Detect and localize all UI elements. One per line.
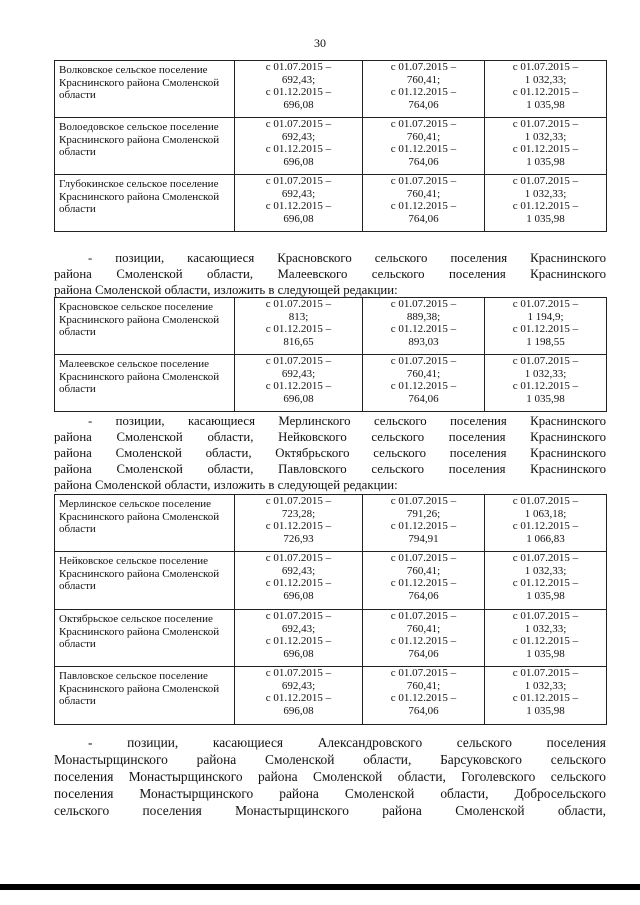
tariff-line: 760,41;: [406, 679, 441, 692]
tariff-line: с 01.07.2015 –: [265, 175, 332, 187]
tariff-line: с 01.07.2015 –: [390, 118, 457, 130]
tariff-line: 696,08: [283, 589, 314, 602]
word: района: [279, 786, 319, 801]
tariff-line: 1 032,33;: [524, 73, 567, 86]
tariff-cell-col3: [485, 298, 607, 355]
tariff-line: с 01.12.2015 –: [390, 143, 457, 155]
tariff-cell-col2: [363, 667, 485, 725]
paragraph-line: - позиции, касающиеся Красновского сельского поселения Краснинского: [88, 251, 606, 265]
word: Добросельского: [514, 786, 606, 801]
tariff-line: 760,41;: [406, 130, 441, 143]
tariff-cell-col1: [235, 667, 363, 725]
tariff-line: 1 035,98: [526, 704, 565, 717]
tariff-line: 1 032,33;: [524, 564, 567, 577]
tariff-line: 1 032,33;: [524, 187, 567, 200]
word: поселения: [54, 786, 114, 801]
tariff-line: с 01.12.2015 –: [390, 635, 457, 647]
tariff-cell-col3: [485, 495, 607, 552]
tariff-line: с 01.12.2015 –: [390, 200, 457, 212]
tariff-cell-col1: [235, 175, 363, 232]
table-row: [55, 355, 607, 412]
tariff-line: 696,08: [283, 704, 314, 717]
table-row: [55, 667, 607, 725]
tariff-cell-col1: [235, 552, 363, 610]
tariff-line: с 01.12.2015 –: [265, 520, 332, 532]
tariff-line: 692,43;: [281, 367, 316, 380]
tariff-cell-col1: [235, 495, 363, 552]
tariff-cell-col3: [485, 118, 607, 175]
paragraph-line: района Смоленской области, Павловского сельского поселения Краснинского: [54, 462, 606, 476]
tariff-line: 764,06: [408, 647, 439, 660]
tariff-line: с 01.07.2015 –: [390, 495, 457, 507]
word: Смоленской: [344, 786, 415, 801]
table-row: [55, 298, 607, 355]
tariff-line: 1 035,98: [526, 647, 565, 660]
tariff-line: 1 032,33;: [524, 367, 567, 380]
tariff-line: с 01.12.2015 –: [265, 692, 332, 704]
tariff-line: 1 035,98: [526, 589, 565, 602]
tariff-line: 1 035,98: [526, 212, 565, 225]
paragraph-line: района Смоленской области, Октябрьского сельского поселения Краснинского: [54, 446, 606, 460]
tariff-cell-col3: [485, 355, 607, 412]
word: области,: [440, 786, 489, 801]
tariff-line: с 01.12.2015 –: [265, 86, 332, 98]
settlement-name: Нейковское сельское поселение Краснинского района Смоленской области: [55, 552, 235, 610]
word: позиции,: [127, 735, 179, 750]
tariff-line: с 01.07.2015 –: [512, 552, 579, 564]
tariff-line: с 01.07.2015 –: [390, 552, 457, 564]
tariff-line: с 01.12.2015 –: [265, 635, 332, 647]
word: области,: [397, 769, 446, 784]
settlement-name: Красновское сельское поселение Краснинского района Смоленской области: [55, 298, 235, 355]
tariff-line: 692,43;: [281, 130, 316, 143]
word: поселения: [142, 803, 202, 818]
tariff-cell-col2: [363, 355, 485, 412]
tariff-line: с 01.12.2015 –: [512, 380, 579, 392]
tariff-line: с 01.12.2015 –: [512, 577, 579, 589]
tariff-line: с 01.07.2015 –: [512, 61, 579, 73]
tariff-line: с 01.07.2015 –: [390, 175, 457, 187]
word: -: [88, 735, 93, 750]
tariff-line: с 01.07.2015 –: [265, 610, 332, 622]
tariff-cell-col2: [363, 61, 485, 118]
word: района: [382, 803, 422, 818]
tariff-line: 764,06: [408, 392, 439, 405]
tariff-line: с 01.07.2015 –: [390, 355, 457, 367]
tariff-line: 692,43;: [281, 679, 316, 692]
word: области,: [557, 803, 606, 818]
tariff-line: с 01.12.2015 –: [512, 86, 579, 98]
paragraph-line: - позиции, касающиеся Мерлинского сельского поселения Краснинского: [88, 414, 606, 428]
settlement-name: Волоедовское сельское поселение Краснинского района Смоленской области: [55, 118, 235, 175]
page-number: 30: [314, 36, 326, 50]
tariff-line: 760,41;: [406, 187, 441, 200]
paragraph-line: [54, 751, 606, 768]
table-row: [55, 61, 607, 118]
tariff-line: с 01.07.2015 –: [265, 355, 332, 367]
word: района: [196, 752, 237, 767]
tariff-line: с 01.07.2015 –: [265, 298, 332, 310]
tariff-cell-col3: [485, 610, 607, 667]
tariff-line: с 01.07.2015 –: [512, 355, 579, 367]
tariff-line: с 01.07.2015 –: [265, 667, 332, 679]
tariff-cell-col2: [363, 552, 485, 610]
word: касающиеся: [212, 735, 284, 750]
tariff-line: с 01.12.2015 –: [390, 323, 457, 335]
tariff-line: 1 198,55: [526, 335, 565, 348]
tariff-line: 764,06: [408, 704, 439, 717]
tariff-line: с 01.07.2015 –: [390, 298, 457, 310]
tariff-cell-col1: [235, 118, 363, 175]
tariff-cell-col3: [485, 61, 607, 118]
settlement-name: Волковское сельское поселение Краснинского района Смоленской области: [55, 61, 235, 118]
tariff-line: 794,91: [408, 532, 439, 545]
tariff-line: 1 032,33;: [524, 679, 567, 692]
tariff-line: 1 035,98: [526, 98, 565, 111]
tariff-line: с 01.12.2015 –: [265, 323, 332, 335]
table-row: [55, 495, 607, 552]
tariff-line: 813;: [288, 310, 309, 323]
tariff-line: 692,43;: [281, 187, 316, 200]
tariff-cell-col3: [485, 552, 607, 610]
word: Гоголевского: [461, 769, 536, 784]
tariff-cell-col1: [235, 298, 363, 355]
word: сельского: [456, 735, 512, 750]
word: Монастырщинского: [128, 769, 243, 784]
paragraph-line: [54, 802, 606, 819]
tariff-cell-col2: [363, 298, 485, 355]
tariff-line: с 01.07.2015 –: [512, 667, 579, 679]
tariff-line: с 01.07.2015 –: [512, 610, 579, 622]
tariff-cell-col2: [363, 175, 485, 232]
tariff-line: с 01.12.2015 –: [390, 692, 457, 704]
tariff-line: с 01.12.2015 –: [265, 380, 332, 392]
tariff-line: 1 032,33;: [524, 130, 567, 143]
tariff-line: 692,43;: [281, 564, 316, 577]
tariff-line: с 01.12.2015 –: [265, 200, 332, 212]
tariff-line: 760,41;: [406, 73, 441, 86]
tariff-line: с 01.07.2015 –: [265, 495, 332, 507]
word: поселения: [54, 769, 114, 784]
settlement-name: Павловское сельское поселение Краснинского района Смоленской области: [55, 667, 235, 725]
tariff-line: с 01.12.2015 –: [512, 520, 579, 532]
tariff-cell-col3: [485, 175, 607, 232]
tariff-line: с 01.07.2015 –: [265, 61, 332, 73]
settlement-name: Глубокинское сельское поселение Краснинского района Смоленской области: [55, 175, 235, 232]
settlement-name: Малеевское сельское поселение Краснинского района Смоленской области: [55, 355, 235, 412]
tariff-line: 696,08: [283, 647, 314, 660]
paragraph-line: [54, 734, 606, 751]
tariff-line: 692,43;: [281, 73, 316, 86]
paragraph-krasnovskoe: [54, 250, 606, 298]
settlement-name: Мерлинское сельское поселение Краснинского района Смоленской области: [55, 495, 235, 552]
word: Александровского: [317, 735, 423, 750]
tariff-line: 1 032,33;: [524, 622, 567, 635]
word: области,: [363, 752, 412, 767]
tariff-cell-col2: [363, 610, 485, 667]
tariff-line: с 01.07.2015 –: [265, 118, 332, 130]
word: Смоленской: [455, 803, 525, 818]
tariff-line: с 01.12.2015 –: [390, 577, 457, 589]
tariff-line: с 01.12.2015 –: [390, 86, 457, 98]
tariff-line: с 01.07.2015 –: [512, 175, 579, 187]
word: Смоленской: [313, 769, 383, 784]
tariff-line: с 01.07.2015 –: [390, 667, 457, 679]
word: Смоленской: [265, 752, 335, 767]
paragraph-line: района Смоленской области, изложить в следующей редакции:: [54, 478, 398, 492]
tariff-line: 816,65: [283, 335, 314, 348]
tariff-line: 764,06: [408, 589, 439, 602]
table-row: [55, 118, 607, 175]
word: поселения: [546, 735, 606, 750]
tariff-line: с 01.12.2015 –: [390, 380, 457, 392]
tariff-cell-col1: [235, 610, 363, 667]
tariff-cell-col1: [235, 355, 363, 412]
tariff-line: с 01.12.2015 –: [512, 143, 579, 155]
tariff-line: с 01.07.2015 –: [512, 118, 579, 130]
tariff-line: 791,26;: [406, 507, 441, 520]
tariff-line: 726,93: [283, 532, 314, 545]
tariff-table-1: [54, 60, 607, 232]
word: района: [257, 769, 298, 784]
tariff-line: с 01.07.2015 –: [265, 552, 332, 564]
paragraph-monastyrshchinskoe: [54, 734, 606, 819]
tariff-line: 760,41;: [406, 367, 441, 380]
paragraph-line: района Смоленской области, Нейковского сельского поселения Краснинского: [54, 430, 606, 444]
tariff-line: 723,28;: [281, 507, 316, 520]
tariff-line: 1 063,18;: [524, 507, 567, 520]
paragraph-line: района Смоленской области, Малеевского сельского поселения Краснинского: [54, 267, 606, 281]
tariff-line: 1 035,98: [526, 155, 565, 168]
word: сельского: [550, 769, 606, 784]
tariff-line: 1 194,9;: [527, 310, 564, 323]
tariff-line: с 01.12.2015 –: [265, 143, 332, 155]
tariff-cell-col2: [363, 495, 485, 552]
tariff-cell-col1: [235, 61, 363, 118]
tariff-line: 1 035,98: [526, 392, 565, 405]
tariff-line: 696,08: [283, 212, 314, 225]
tariff-line: 760,41;: [406, 564, 441, 577]
tariff-line: с 01.07.2015 –: [390, 610, 457, 622]
bottom-scan-border: [0, 884, 640, 890]
tariff-line: 764,06: [408, 98, 439, 111]
tariff-line: с 01.07.2015 –: [512, 495, 579, 507]
settlement-name: Октябрьское сельское поселение Краснинского района Смоленской области: [55, 610, 235, 667]
tariff-line: с 01.12.2015 –: [265, 577, 332, 589]
word: Монастырщинского: [235, 803, 349, 818]
table-row: [55, 175, 607, 232]
tariff-cell-col3: [485, 667, 607, 725]
tariff-table-3: [54, 494, 607, 725]
tariff-line: 889,38;: [406, 310, 441, 323]
tariff-line: 692,43;: [281, 622, 316, 635]
word: Монастырщинского: [54, 752, 168, 767]
paragraph-line: [54, 785, 606, 802]
word: сельского: [550, 752, 606, 767]
tariff-line: с 01.12.2015 –: [390, 520, 457, 532]
word: Монастырщинского: [139, 786, 254, 801]
word: сельского: [54, 803, 110, 818]
tariff-line: с 01.07.2015 –: [512, 298, 579, 310]
table-row: [55, 610, 607, 667]
tariff-line: 764,06: [408, 155, 439, 168]
tariff-line: 696,08: [283, 155, 314, 168]
paragraph-merlinskoe: [54, 413, 606, 493]
paragraph-line: [54, 768, 606, 785]
tariff-line: 764,06: [408, 212, 439, 225]
tariff-line: с 01.12.2015 –: [512, 635, 579, 647]
table-row: [55, 552, 607, 610]
tariff-line: 893,03: [408, 335, 439, 348]
tariff-line: 1 066,83: [526, 532, 565, 545]
tariff-line: с 01.12.2015 –: [512, 323, 579, 335]
tariff-line: с 01.12.2015 –: [512, 692, 579, 704]
tariff-line: с 01.07.2015 –: [390, 61, 457, 73]
paragraph-line: района Смоленской области, изложить в следующей редакции:: [54, 283, 398, 297]
tariff-line: 760,41;: [406, 622, 441, 635]
tariff-line: 696,08: [283, 392, 314, 405]
tariff-line: с 01.12.2015 –: [512, 200, 579, 212]
tariff-cell-col2: [363, 118, 485, 175]
tariff-table-2: [54, 297, 607, 412]
tariff-line: 696,08: [283, 98, 314, 111]
word: Барсуковского: [440, 752, 522, 767]
